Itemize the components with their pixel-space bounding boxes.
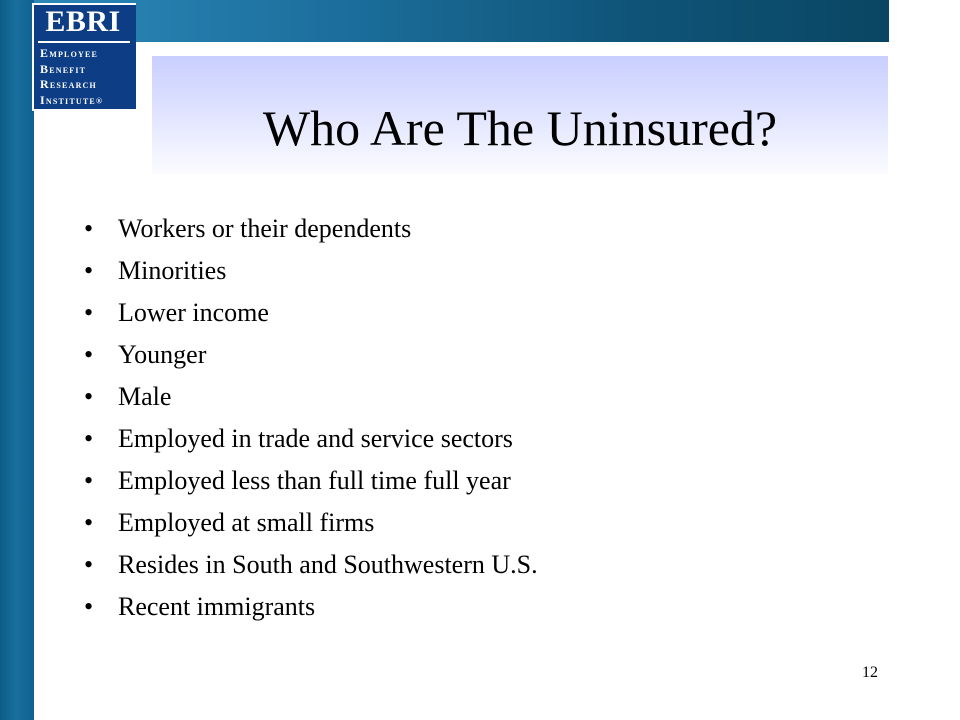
registered-mark: ® — [95, 96, 102, 105]
top-accent-bar — [34, 0, 889, 42]
bullet-icon: • — [84, 508, 94, 537]
logo-line-benefit: Benefit — [40, 61, 87, 76]
logo-line-institute-wrap — [40, 93, 136, 109]
bullet-icon: • — [84, 340, 94, 369]
bullet-icon: • — [84, 214, 94, 243]
bullet-text: Employed less than full time full year — [118, 466, 511, 495]
list-item — [84, 292, 538, 334]
bullet-icon: • — [84, 424, 94, 453]
bullet-icon: • — [84, 382, 94, 411]
logo-divider — [38, 41, 130, 43]
list-item — [84, 460, 538, 502]
bullet-text: Minorities — [118, 256, 227, 285]
bullet-text: Recent immigrants — [118, 592, 316, 621]
bullet-text: Employed in trade and service sectors — [118, 424, 513, 453]
logo-acronym: EBRI — [45, 5, 121, 38]
list-item — [84, 376, 538, 418]
left-accent-bar — [0, 0, 34, 720]
logo-line-institute: Institute — [40, 92, 96, 107]
slide-title: Who Are The Uninsured? — [262, 100, 778, 156]
list-item — [84, 418, 538, 460]
bullet-icon: • — [84, 592, 94, 621]
logo-wordmark — [40, 46, 136, 109]
logo-line-employee: Employee — [40, 46, 99, 60]
ebri-logo — [32, 3, 136, 111]
bullet-text: Male — [118, 382, 172, 411]
list-item — [84, 208, 538, 250]
page-number: 12 — [862, 664, 878, 681]
list-item — [84, 586, 538, 628]
list-item — [84, 544, 538, 586]
bullet-icon: • — [84, 550, 94, 579]
bullet-icon: • — [84, 466, 94, 495]
bullet-text: Younger — [118, 340, 207, 369]
bullet-icon: • — [84, 298, 94, 327]
bullet-icon: • — [84, 256, 94, 285]
bullet-text: Employed at small firms — [118, 508, 375, 537]
list-item — [84, 334, 538, 376]
bullet-text: Resides in South and Southwestern U.S. — [118, 550, 538, 579]
list-item — [84, 502, 538, 544]
bullet-list — [84, 208, 538, 628]
list-item — [84, 250, 538, 292]
bullet-text: Workers or their dependents — [118, 214, 412, 243]
bullet-text: Lower income — [118, 298, 269, 327]
logo-line-research: Research — [40, 77, 97, 91]
